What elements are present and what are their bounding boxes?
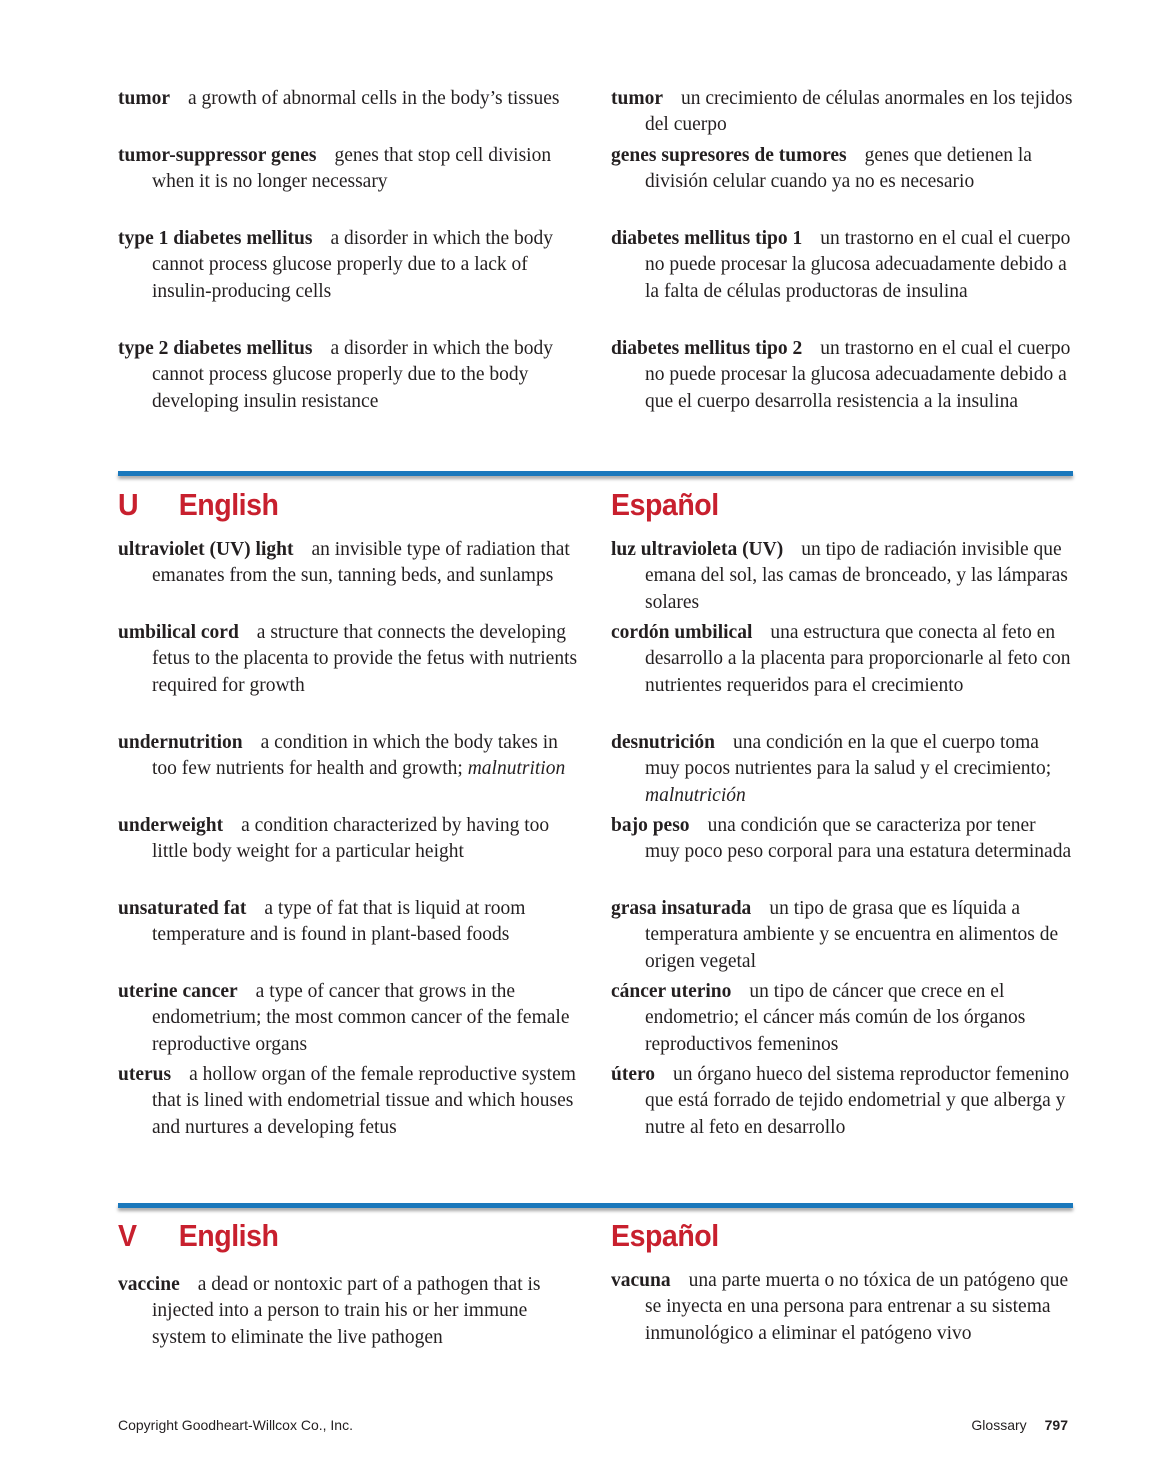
entry-es [611, 1062, 1073, 1141]
section-u [118, 537, 1073, 1172]
entry-es [611, 86, 1073, 139]
definition: un órgano hueco del sistema reproductor femenino que está forrado de tejido endometrial y que alberga y nutre al feto en desarrollo [645, 1064, 1070, 1138]
copyright: Copyright Goodheart-Willcox Co., Inc. [118, 1417, 353, 1433]
entry-es [611, 813, 1073, 866]
term: cordón umbilical [611, 622, 753, 643]
entry-es [611, 1268, 1073, 1347]
section-heading-spanish [611, 1218, 719, 1258]
term: type 2 diabetes mellitus [118, 338, 313, 359]
section-letter: V [118, 1218, 137, 1253]
definition: a condition characterized by having too little body weight for a particular height [152, 815, 550, 863]
term: unsaturated fat [118, 898, 247, 919]
definition: a condition in which the body takes in too few nutrients for health and growth; [152, 732, 558, 780]
definition: una estructura que conecta al feto en desarrollo a la placenta para proporcionarle al feto con nutrientes requeridos para el crecimiento [645, 622, 1071, 696]
spanish-label: Español [611, 1218, 719, 1253]
entry-es [611, 620, 1073, 699]
term: tumor [611, 88, 663, 109]
entry-en [118, 1062, 580, 1141]
definition: an invisible type of radiation that emanates from the sun, tanning beds, and sunlamps [152, 539, 570, 587]
term: desnutrición [611, 732, 716, 753]
entry-en [118, 226, 580, 305]
glossary-row [118, 226, 1073, 336]
glossary-row [118, 1268, 1073, 1378]
section-heading-english [118, 487, 278, 527]
definition: un crecimiento de células anormales en los tejidos del cuerpo [645, 88, 1073, 136]
glossary-row [118, 896, 1073, 979]
term: diabetes mellitus tipo 1 [611, 228, 803, 249]
entry-en [118, 1272, 580, 1351]
glossary-row [118, 813, 1073, 896]
alt-term: malnutrición [645, 784, 746, 806]
glossary-row [118, 537, 1073, 620]
glossary-row [118, 86, 1073, 143]
section-heading-english [118, 1218, 278, 1258]
entry-en [118, 86, 580, 112]
term: útero [611, 1064, 656, 1085]
glossary-row [118, 336, 1073, 446]
english-label: English [178, 1218, 279, 1253]
definition: un tipo de radiación invisible que emana del sol, las camas de bronceado, y las lámparas solares [645, 539, 1068, 613]
section-t [118, 86, 1073, 446]
entry-en [118, 336, 580, 415]
term: umbilical cord [118, 622, 239, 643]
definition: a type of fat that is liquid at room temperature and is found in plant-based foods [152, 898, 526, 946]
definition: a structure that connects the developing fetus to the placenta to provide the fetus with nutrients required for growth [152, 622, 578, 696]
definition: a hollow organ of the female reproductive system that is lined with endometrial tissue and which houses and nurtures a developing fetus [152, 1064, 576, 1138]
page-number: 797 [1044, 1417, 1068, 1433]
term: grasa insaturada [611, 898, 752, 919]
definition: una condición que se caracteriza por tener muy poco peso corporal para una estatura determinada [645, 815, 1072, 863]
entry-es [611, 336, 1073, 415]
section-v [118, 1268, 1073, 1378]
definition: un tipo de grasa que es líquida a temperatura ambiente y se encuentra en alimentos de origen vegetal [645, 898, 1059, 972]
section-letter: U [118, 487, 139, 522]
entry-en [118, 620, 580, 699]
entry-en [118, 143, 580, 196]
section-heading-spanish [611, 487, 719, 527]
entry-es [611, 143, 1073, 196]
entry-en [118, 730, 580, 783]
term: tumor [118, 88, 170, 109]
section-divider [118, 1203, 1073, 1208]
english-label: English [178, 487, 279, 522]
definition: a type of cancer that grows in the endometrium; the most common cancer of the female reproductive organs [152, 981, 570, 1055]
term: diabetes mellitus tipo 2 [611, 338, 803, 359]
term: vaccine [118, 1274, 180, 1295]
entry-en [118, 979, 580, 1058]
term: ultraviolet (UV) light [118, 539, 294, 560]
term: bajo peso [611, 815, 690, 836]
term: tumor-suppressor genes [118, 145, 317, 166]
section-divider [118, 471, 1073, 476]
glossary-row [118, 143, 1073, 226]
footer-section-label: Glossary [971, 1417, 1027, 1433]
entry-en [118, 896, 580, 949]
entry-es [611, 226, 1073, 305]
glossary-row [118, 979, 1073, 1062]
spanish-label: Español [611, 487, 719, 522]
definition: a disorder in which the body cannot process glucose properly due to a lack of insulin-producing cells [152, 228, 554, 302]
definition: una parte muerta o no tóxica de un patógeno que se inyecta en una persona para entrenar a su sistema inmunológico a eliminar el patógeno vivo [645, 1270, 1069, 1344]
entry-en [118, 813, 580, 866]
term: type 1 diabetes mellitus [118, 228, 313, 249]
definition: a dead or nontoxic part of a pathogen that is injected into a person to train his or her immune system to eliminate the live pathogen [152, 1274, 541, 1348]
term: luz ultravioleta (UV) [611, 539, 784, 560]
entry-es [611, 730, 1073, 809]
definition: a disorder in which the body cannot process glucose properly due to the body developing insulin resistance [152, 338, 554, 412]
definition: un trastorno en el cual el cuerpo no puede procesar la glucosa adecuadamente debido a que el cuerpo desarrolla resistencia a la insulina [645, 338, 1071, 412]
term: underweight [118, 815, 224, 836]
definition: genes that stop cell division when it is no longer necessary [152, 145, 552, 193]
definition: a growth of abnormal cells in the body’s tissues [188, 88, 560, 109]
term: undernutrition [118, 732, 243, 753]
term: vacuna [611, 1270, 671, 1291]
entry-es [611, 896, 1073, 975]
glossary-row [118, 620, 1073, 730]
term: cáncer uterino [611, 981, 732, 1002]
alt-term: malnutrition [467, 758, 566, 780]
entry-es [611, 979, 1073, 1058]
term: uterine cancer [118, 981, 238, 1002]
definition: una condición en la que el cuerpo toma muy pocos nutrientes para la salud y el crecimiento; [645, 732, 1052, 780]
definition: un trastorno en el cual el cuerpo no puede procesar la glucosa adecuadamente debido a la falta de células productoras de insulina [645, 228, 1071, 302]
entry-en [118, 537, 580, 590]
glossary-row [118, 730, 1073, 813]
term: uterus [118, 1064, 172, 1085]
definition: un tipo de cáncer que crece en el endometrio; el cáncer más común de los órganos reproductivos femeninos [645, 981, 1026, 1055]
definition: genes que detienen la división celular cuando ya no es necesario [645, 145, 1032, 193]
page-footer [971, 1417, 1068, 1433]
entry-es [611, 537, 1073, 616]
term: genes supresores de tumores [611, 145, 847, 166]
glossary-row [118, 1062, 1073, 1172]
